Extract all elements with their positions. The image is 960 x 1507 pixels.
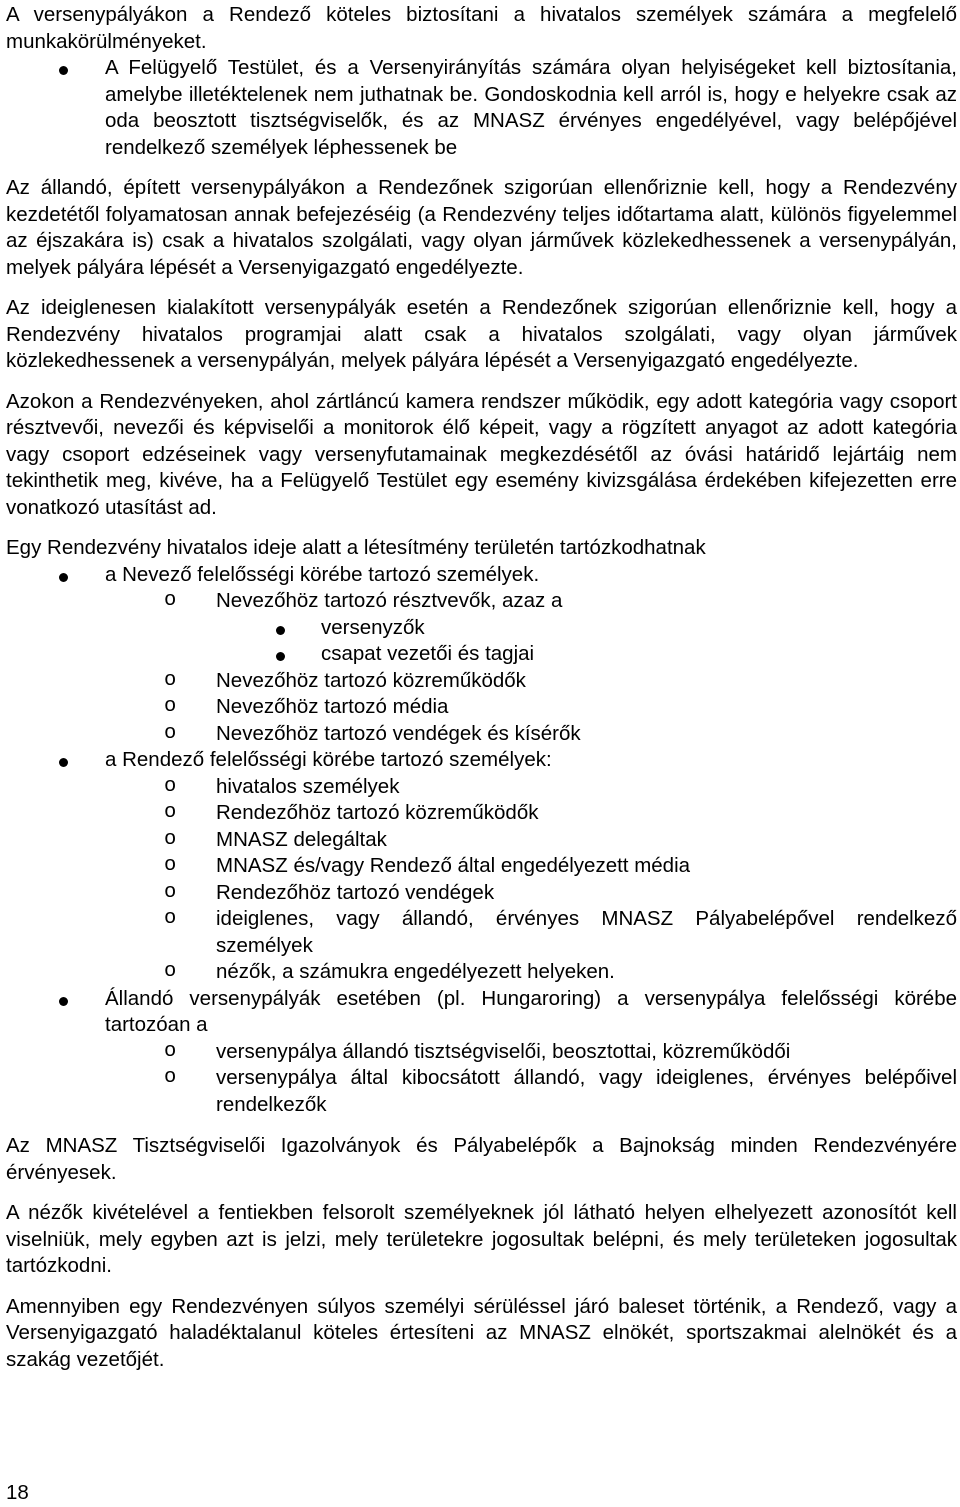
document-page (6, 2, 957, 1373)
paragraph: Az állandó, épített versenypályákon a Rendezőnek szigorúan ellenőriznie kell, hogy a Rendezvény kezdetétől folyamatosan annak befejezéséig (a Rendezvény teljes időtartama alatt, különös figyelemmel az éjszakára is) csak a hivatalos szolgálati, vagy olyan járművek közlekedhessenek a versenypályán, melyek pályára lépését a Versenyigazgató engedélyezte. (6, 176, 957, 279)
paragraph: Azokon a Rendezvényeken, ahol zártláncú kamera rendszer működik, egy adott kategória vagy csoport résztvevői, nevezői és képviselői a monitorok élő képeit, vagy a rögzített anyagot az adott kategória vagy csoport edzéseinek vagy versenyfutamainak megkezdésétől az óvási határidő lejártáig nem tekinthetik meg, kivéve, ha a Felügyelő Testület egy esemény kivizsgálása érdekében kifejezetten erre vonatkozó utasítást ad. (6, 389, 957, 519)
sub-list-item (6, 880, 957, 907)
sub-list-item (6, 827, 957, 854)
list-item (6, 986, 957, 1039)
sub-sub-list-item (6, 615, 957, 642)
list-item-text: A Felügyelő Testület, és a Versenyirányítás számára olyan helyiségeket kell biztosítania, amelybe illetéktelenek nem juthatnak be. Gondoskodnia kell arról is, hogy e helyekre csak az oda beosztott tisztségviselők, és az MNASZ érvényes engedélyével, vagy belépőjével rendelkező személyek léphessenek be (105, 56, 957, 159)
sub-list-item-text: Nevezőhöz tartozó média (216, 695, 449, 718)
paragraph: Amennyiben egy Rendezvényen súlyos személyi sérüléssel járó baleset történik, a Rendező, vagy a Versenyigazgató haladéktalanul köteles értesíteni az MNASZ elnökét, sportszakmai alelnökét és a szakág vezetőjét. (6, 1294, 957, 1371)
list-item-text: Állandó versenypályák esetében (pl. Hungaroring) a versenypálya felelősségi körébe tartozóan a (105, 986, 957, 1036)
sub-list-item (6, 668, 957, 695)
sub-list-item (6, 1039, 957, 1066)
sub-list-item (6, 906, 957, 959)
sub-list-item (6, 800, 957, 827)
list-item-text: a Rendező felelősségi körébe tartozó személyek: (105, 748, 552, 771)
list-item (6, 55, 957, 161)
sub-list-item (6, 588, 957, 615)
sub-list-item-text: hivatalos személyek (216, 774, 400, 798)
bullet-icon (59, 66, 68, 75)
sub-list-item-text: versenypálya állandó tisztségviselői, beosztottai, közreműködői (216, 1039, 791, 1063)
list-item-text: a Nevező felelősségi körébe tartozó személyek. (105, 562, 540, 586)
circle-bullet-icon: o (164, 668, 177, 692)
bullet-icon (276, 626, 285, 635)
sub-sub-list-item-text: csapat vezetői és tagjai (321, 642, 535, 665)
page-number: 18 (6, 1481, 29, 1504)
sub-list-item (6, 959, 957, 986)
bullet-icon (59, 573, 68, 582)
sub-list-item-text: Nevezőhöz tartozó résztvevők, azaz a (216, 589, 563, 612)
sub-list-item-text: ideiglenes, vagy állandó, érvényes MNASZ Pályabelépővel rendelkező személyek (216, 907, 957, 957)
paragraph: A nézők kivételével a fentiekben felsorolt személyeknek jól látható helyen elhelyezett azonosítót kell viselniük, mely egyben azt is jelzi, mely területekre jogosultak belépni, és mely területeken jogosultak tartózkodni. (6, 1201, 957, 1277)
sub-list-item (6, 694, 957, 721)
paragraph: Az MNASZ Tisztségviselői Igazolványok és Pályabelépők a Bajnokság minden Rendezvényére érvényesek. (6, 1134, 957, 1184)
bullet-icon (59, 758, 68, 767)
circle-bullet-icon: o (164, 1066, 177, 1089)
bullet-icon (276, 652, 285, 661)
circle-bullet-icon: o (164, 907, 177, 930)
circle-bullet-icon: o (164, 1039, 177, 1063)
sub-list-item-text: Rendezőhöz tartozó közreműködők (216, 801, 539, 824)
sub-list-item-text: Nevezőhöz tartozó közreműködők (216, 668, 526, 692)
circle-bullet-icon: o (164, 774, 177, 798)
sub-list-item (6, 721, 957, 748)
circle-bullet-icon: o (164, 695, 177, 718)
paragraph: Az ideiglenesen kialakított versenypályák esetén a Rendezőnek szigorúan ellenőriznie kell, hogy a Rendezvény hivatalos programjai alatt csak a hivatalos szolgálati, vagy olyan járművek közlekedhessenek a versenypályán, melyek pályára lépését a Versenyigazgató engedélyezte. (6, 296, 957, 372)
sub-list-item-text: MNASZ delegáltak (216, 827, 387, 851)
list-item (6, 562, 957, 589)
sub-sub-list-item-text: versenyzők (321, 615, 425, 639)
list-item (6, 747, 957, 774)
intro-paragraph: A versenypályákon a Rendező köteles biztosítani a hivatalos személyek számára a megfelelő munkakörülményeket. (6, 3, 957, 53)
sub-list-item-text: MNASZ és/vagy Rendező által engedélyezett média (216, 854, 691, 877)
sub-list-item (6, 1065, 957, 1118)
paragraph: Egy Rendezvény hivatalos ideje alatt a létesítmény területén tartózkodhatnak (6, 536, 706, 559)
circle-bullet-icon: o (164, 854, 177, 877)
sub-list-item-text: Rendezőhöz tartozó vendégek (216, 880, 495, 904)
circle-bullet-icon: o (164, 960, 177, 983)
circle-bullet-icon: o (164, 801, 177, 824)
circle-bullet-icon: o (164, 721, 177, 745)
sub-list-item-text: versenypálya által kibocsátott állandó, vagy ideiglenes, érvényes belépőivel rendelkezők (216, 1066, 957, 1116)
sub-list-item (6, 774, 957, 801)
sub-list-item-text: Nevezőhöz tartozó vendégek és kísérők (216, 721, 581, 745)
sub-sub-list-item (6, 641, 957, 668)
circle-bullet-icon: o (164, 880, 177, 904)
sub-list-item-text: nézők, a számukra engedélyezett helyeken. (216, 960, 615, 983)
circle-bullet-icon: o (164, 827, 177, 851)
circle-bullet-icon: o (164, 589, 177, 612)
bullet-icon (59, 997, 68, 1006)
sub-list-item (6, 853, 957, 880)
